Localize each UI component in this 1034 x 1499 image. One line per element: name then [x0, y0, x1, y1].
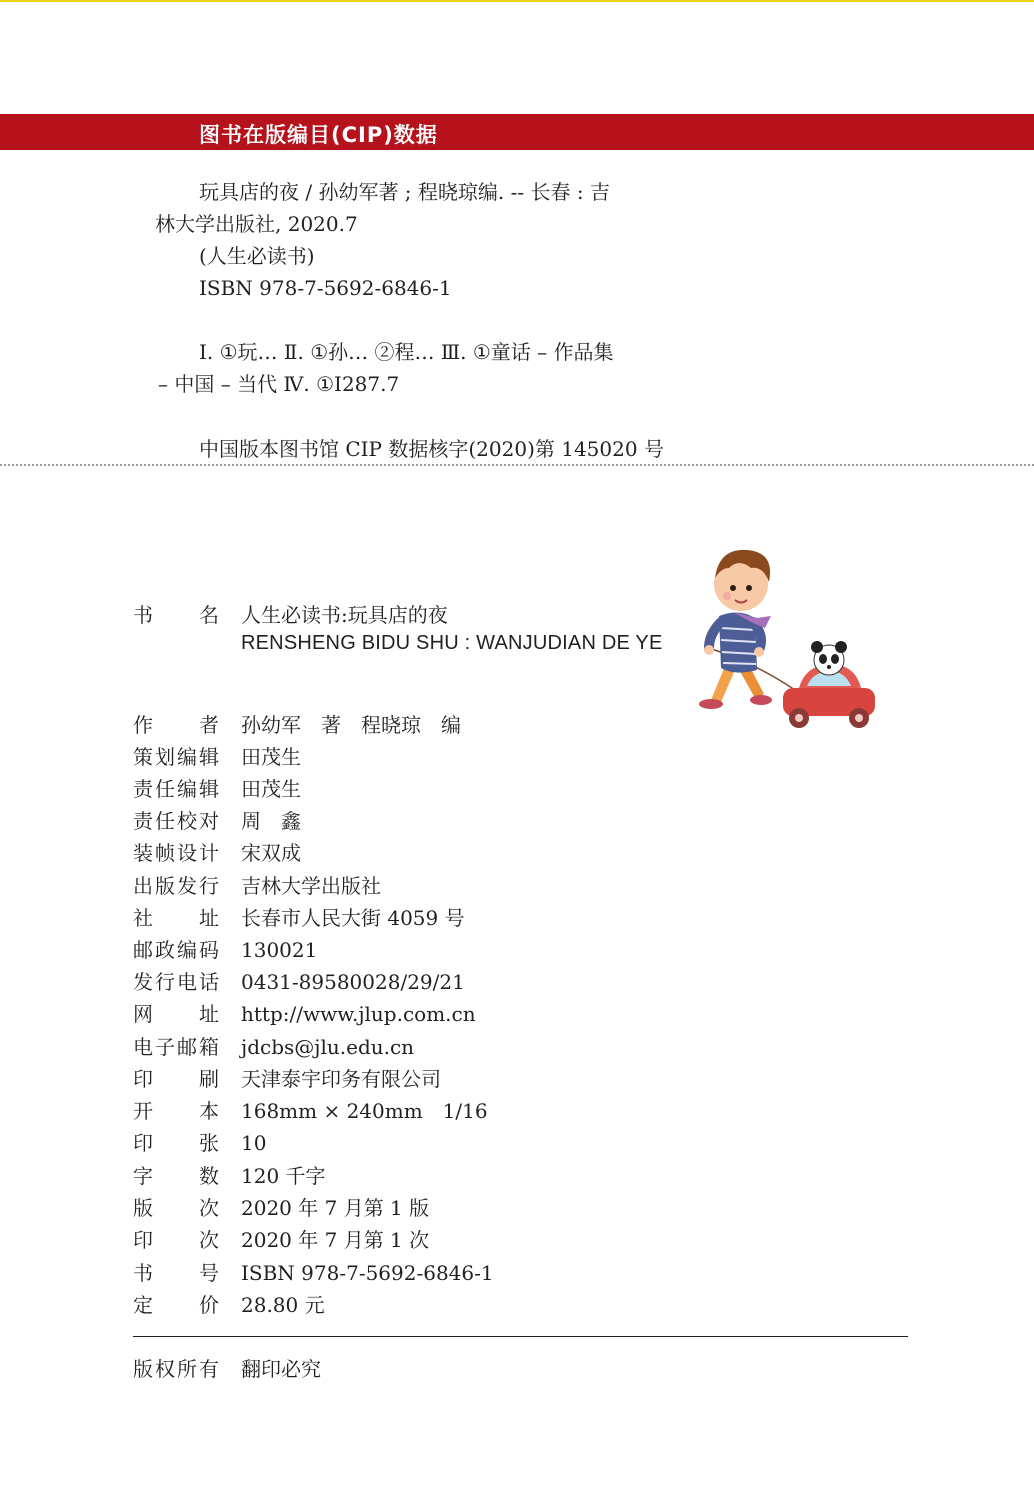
field-label: 发行电话: [133, 970, 219, 994]
field-label: 作者: [133, 713, 219, 737]
field-label: 电子邮箱: [133, 1035, 219, 1059]
field-value: 0431-89580028/29/21: [241, 970, 465, 994]
boy-with-toy-car-illustration: [695, 538, 885, 728]
dotted-divider: [0, 464, 1034, 466]
book-title-pinyin: RENSHENG BIDU SHU : WANJUDIAN DE YE: [241, 632, 663, 654]
field-label: 责任编辑: [133, 777, 219, 801]
field-label: 版权所有: [133, 1357, 219, 1381]
bottom-divider: [133, 1336, 908, 1337]
field-label: 社址: [133, 906, 219, 930]
field-value: 田茂生: [241, 777, 301, 801]
field-label: 定价: [133, 1293, 219, 1317]
field-label: 出版发行: [133, 874, 219, 898]
field-value: 10: [241, 1131, 267, 1155]
book-title: 人生必读书:玩具店的夜: [241, 603, 448, 627]
field-label: 印刷: [133, 1067, 219, 1091]
field-value: 周 鑫: [241, 809, 301, 833]
field-value: 翻印必究: [241, 1357, 321, 1381]
cip-line: (人生必读书): [199, 244, 315, 268]
field-label: 字数: [133, 1164, 219, 1188]
cip-line: ISBN 978-7-5692-6846-1: [199, 276, 452, 300]
field-label: 网址: [133, 1002, 219, 1026]
field-label: 版次: [133, 1196, 219, 1220]
field-value: 孙幼军 著 程晓琼 编: [241, 713, 461, 737]
top-rule: [0, 0, 1034, 2]
cip-line: 玩具店的夜 / 孙幼军著 ; 程晓琼编. -- 长春 : 吉: [199, 180, 610, 204]
field-label: 策划编辑: [133, 745, 219, 769]
field-value: 120 千字: [241, 1164, 326, 1188]
field-label: 书名: [133, 603, 219, 627]
field-label: 印张: [133, 1131, 219, 1155]
field-label: 书号: [133, 1261, 219, 1285]
field-value: 2020 年 7 月第 1 次: [241, 1228, 430, 1252]
field-value: 2020 年 7 月第 1 版: [241, 1196, 430, 1220]
cip-line: 林大学出版社, 2020.7: [155, 212, 358, 236]
cip-classification: Ⅰ. ①玩… Ⅱ. ①孙… ②程… Ⅲ. ①童话 – 作品集: [199, 340, 614, 364]
field-value: 天津泰宇印务有限公司: [241, 1067, 441, 1091]
field-label: 开本: [133, 1099, 219, 1123]
field-value: 130021: [241, 938, 318, 962]
field-value: ISBN 978-7-5692-6846-1: [241, 1261, 494, 1285]
cip-header-banner: [0, 114, 1034, 150]
field-label: 责任校对: [133, 809, 219, 833]
cip-classification: – 中国 – 当代 Ⅳ. ①I287.7: [158, 372, 400, 396]
field-value: 吉林大学出版社: [241, 874, 381, 898]
cip-record-number: 中国版本图书馆 CIP 数据核字(2020)第 145020 号: [199, 437, 664, 461]
cip-header-title: 图书在版编目(CIP)数据: [199, 123, 438, 147]
field-value: 168mm × 240mm 1/16: [241, 1099, 488, 1123]
website-link[interactable]: http://www.jlup.com.cn: [241, 1002, 476, 1026]
field-value: 田茂生: [241, 745, 301, 769]
field-label: 邮政编码: [133, 938, 219, 962]
field-value: 宋双成: [241, 841, 301, 865]
email-link[interactable]: jdcbs@jlu.edu.cn: [241, 1035, 415, 1059]
field-value: 长春市人民大街 4059 号: [241, 906, 465, 930]
field-value: 28.80 元: [241, 1293, 325, 1317]
field-label: 印次: [133, 1228, 219, 1252]
field-label: 装帧设计: [133, 841, 219, 865]
